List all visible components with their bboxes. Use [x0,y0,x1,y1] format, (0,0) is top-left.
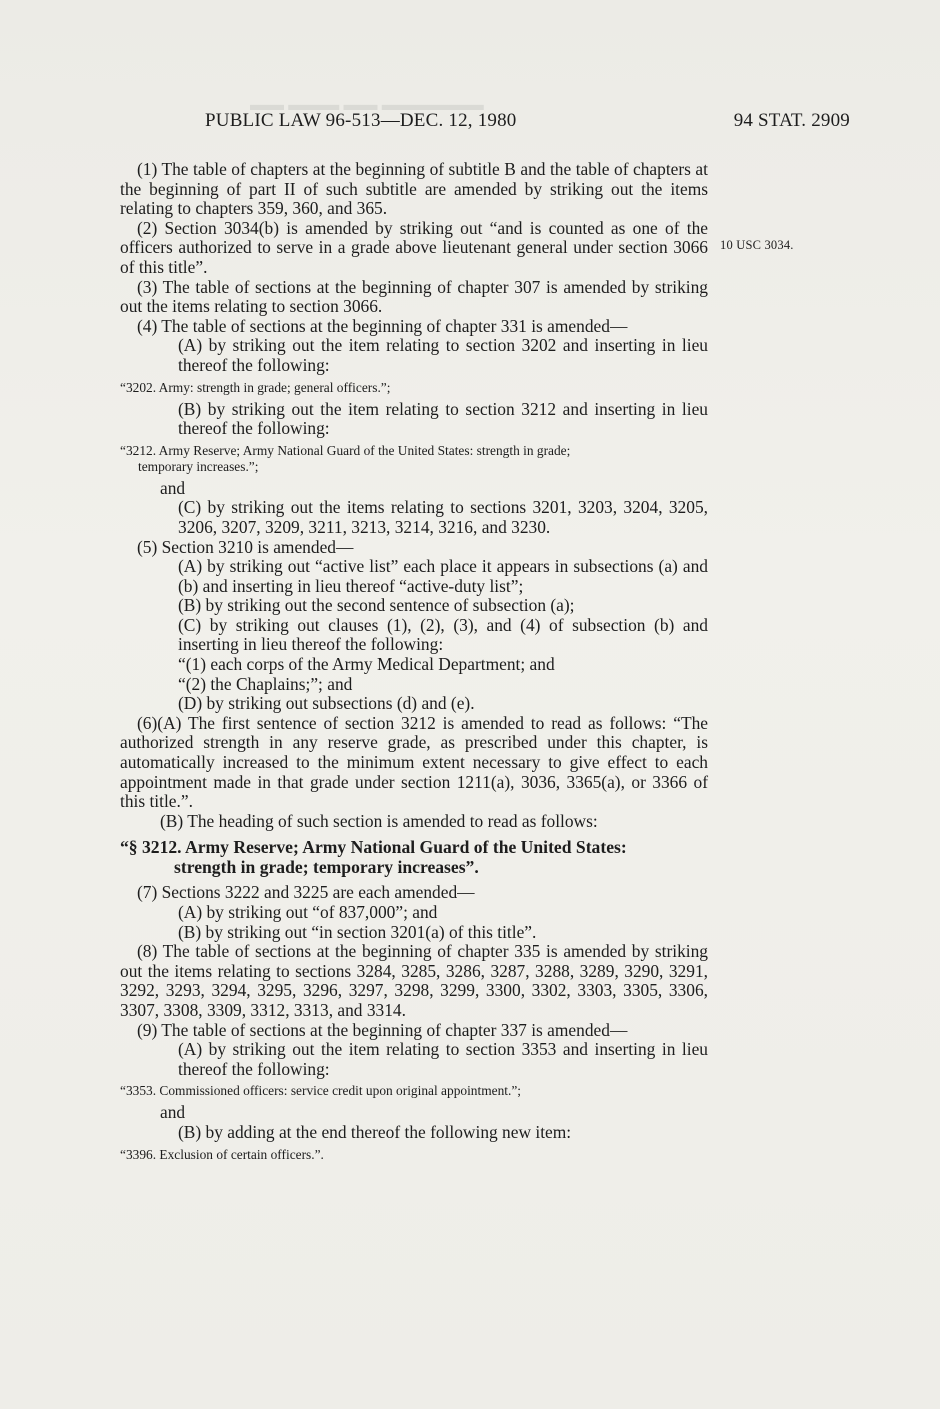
paragraph-5c-quote-1: “(1) each corps of the Army Medical Department; and [178,654,555,675]
quote-3396-text: “3396. Exclusion of certain officers.”. [120,1146,324,1162]
paragraph-9a: (A) by striking out the item relating to section 3353 and inserting in lieu thereof the following: [178,1039,708,1079]
paragraph-8: (8) The table of sections at the beginning of chapter 335 is amended by striking out the items relating to sections 3284, 3285, 3286, 3287, 3288, 3289, 3290, 3291, 3292, 3293, 3294, 3295, 3296, 3297, 3298, 3299, 3300, 3302, 3303, 3305, 3306, 3307, 3308, 3309, 3312, 3313, and 3314. [120,941,708,1020]
paragraph-5c-quote-2: “(2) the Chaplains;”; and [178,673,353,694]
paragraph-4c: (C) by striking out the items relating to sections 3201, 3203, 3204, 3205, 3206, 3207, 3209, 3211, 3213, 3214, 3216, and 3230. [178,497,708,537]
quote-3212-line2: temporary increases.”; [138,458,259,474]
bleed-through-decoration: ▬▬▬▬▬▬ ▬▬ ▬▬▬ ▬▬ [250,95,484,114]
paragraph-2: (2) Section 3034(b) is amended by striking out “and is counted as one of the officers authorized to serve in a grade above lieutenant general under section 3066 of this title”. [120,217,708,277]
section-heading-line2: strength in grade; temporary increases”. [174,857,479,878]
quote-3353 [120,1083,708,1099]
paragraph-7b: (B) by striking out “in section 3201(a) of this title”. [178,921,537,942]
paragraph-4: (4) The table of sections at the beginning of chapter 331 is amended— [137,315,628,336]
quote-3396 [120,1147,708,1163]
section-heading-line1: “§ 3212. Army Reserve; Army National Guard of the United States: [120,837,627,858]
body-text [120,160,708,1167]
paragraph-6a: (6)(A) The first sentence of section 3212 is amended to read as follows: “The authorized strength in any reserve grade, as prescribed under this chapter, is automatically increased to the minimum extent necessary to give effect to each appointment made in that grade under section 1211(a), 3036, 3365(a), or 3366 of this title.”. [120,712,708,812]
quote-3202 [120,380,708,396]
paragraph-4a: (A) by striking out the item relating to section 3202 and inserting in lieu thereof the following: [178,335,708,375]
paragraph-7: (7) Sections 3222 and 3225 are each amended— [137,882,475,903]
paragraph-6b: (B) The heading of such section is amended to read as follows: [160,810,598,831]
paragraph-7a: (A) by striking out “of 837,000”; and [178,902,438,922]
paragraph-5d: (D) by striking out subsections (d) and (e). [178,693,475,714]
paragraph-9b: (B) by adding at the end thereof the following new item: [178,1121,572,1142]
section-heading-3212 [120,837,708,877]
quote-3212 [120,443,708,475]
paragraph-5b: (B) by striking out the second sentence of subsection (a); [178,595,575,616]
paragraph-9: (9) The table of sections at the beginning of chapter 337 is amended— [137,1019,628,1040]
paragraph-3: (3) The table of sections at the beginning of chapter 307 is amended by striking out the items relating to section 3066. [120,276,708,317]
and-connector-2: and [160,1102,186,1123]
quote-3202-text: “3202. Army: strength in grade; general officers.”; [120,379,391,395]
paragraph-5: (5) Section 3210 is amended— [137,536,354,557]
quote-3353-text: “3353. Commissioned officers: service credit upon original appointment.”; [120,1083,522,1099]
header-title: PUBLIC LAW 96-513—DEC. 12, 1980 [205,110,517,131]
and-connector-1: and [160,477,186,498]
header-stat-page: 94 STAT. 2909 [733,110,850,131]
quote-3212-line1: “3212. Army Reserve; Army National Guard of the United States: strength in grade; [120,442,571,458]
margin-note-usc-3034: 10 USC 3034. [720,238,794,252]
paragraph-4b: (B) by striking out the item relating to section 3212 and inserting in lieu thereof the following: [178,398,708,439]
paragraph-1: (1) The table of chapters at the beginning of subtitle B and the table of chapters at the beginning of part II of such subtitle are amended by striking out the items relating to chapters 359, 360, and 365. [120,159,708,219]
paragraph-5a: (A) by striking out “active list” each place it appears in subsections (a) and (b) and inserting in lieu thereof “active-duty list”; [178,556,708,596]
paragraph-5c: (C) by striking out clauses (1), (2), (3), and (4) of subsection (b) and inserting in lieu thereof the following: [178,614,708,655]
page-header [205,110,850,140]
